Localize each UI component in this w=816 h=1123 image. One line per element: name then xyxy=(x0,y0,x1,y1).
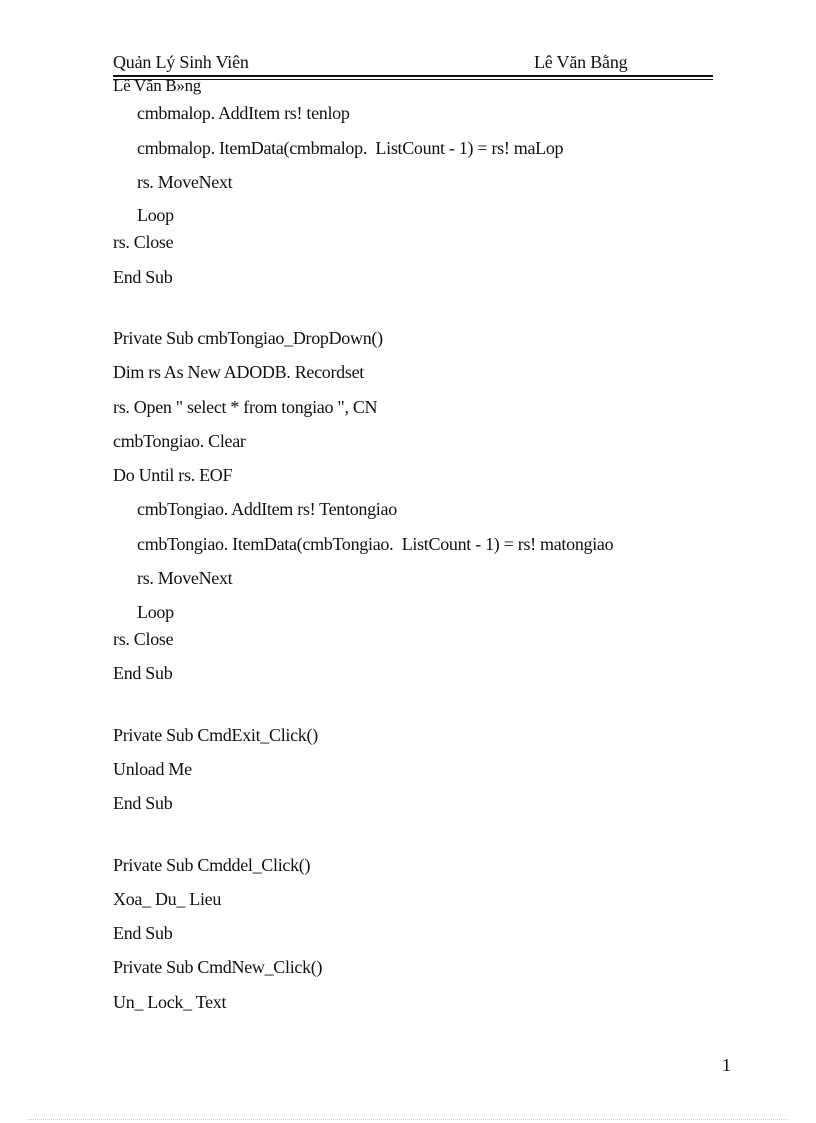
code-line: cmbTongiao. Clear xyxy=(113,431,246,451)
code-line: Loop xyxy=(137,602,174,622)
code-line: cmbmalop. ItemData(cmbmalop. ListCount - 1) = rs! maLop xyxy=(137,138,564,158)
code-line: Unload Me xyxy=(113,759,192,779)
code-line: rs. MoveNext xyxy=(137,172,233,192)
footer-divider xyxy=(28,1119,788,1120)
code-line: Dim rs As New ADODB. Recordset xyxy=(113,362,364,382)
code-line: Do Until rs. EOF xyxy=(113,465,233,485)
garbled-header-text: Lê Văn B»ng xyxy=(113,76,201,95)
header-rule-thin xyxy=(113,79,713,80)
code-line: Private Sub cmbTongiao_DropDown() xyxy=(113,328,383,348)
header-title: Quản Lý Sinh Viên xyxy=(113,52,249,72)
code-line: Private Sub CmdExit_Click() xyxy=(113,725,318,745)
page-header xyxy=(113,52,713,76)
code-line: Private Sub Cmddel_Click() xyxy=(113,855,311,875)
code-line: Loop xyxy=(137,205,174,225)
page-number: 1 xyxy=(722,1055,731,1075)
code-line: Un_ Lock_ Text xyxy=(113,992,227,1012)
header-rule-thick xyxy=(113,75,713,77)
code-line: End Sub xyxy=(113,923,173,943)
code-line: cmbTongiao. AddItem rs! Tentongiao xyxy=(137,499,397,519)
code-line: End Sub xyxy=(113,267,173,287)
code-line: rs. Open " select * from tongiao ", CN xyxy=(113,397,378,417)
code-line: rs. Close xyxy=(113,232,174,252)
code-line: rs. MoveNext xyxy=(137,568,233,588)
header-author: Lê Văn Bằng xyxy=(534,52,628,72)
code-line: cmbTongiao. ItemData(cmbTongiao. ListCount - 1) = rs! matongiao xyxy=(137,534,614,554)
code-line: End Sub xyxy=(113,793,173,813)
code-line: Private Sub CmdNew_Click() xyxy=(113,957,323,977)
code-line: Xoa_ Du_ Lieu xyxy=(113,889,222,909)
code-line: rs. Close xyxy=(113,629,174,649)
code-line: cmbmalop. AddItem rs! tenlop xyxy=(137,103,350,123)
code-line: End Sub xyxy=(113,663,173,683)
